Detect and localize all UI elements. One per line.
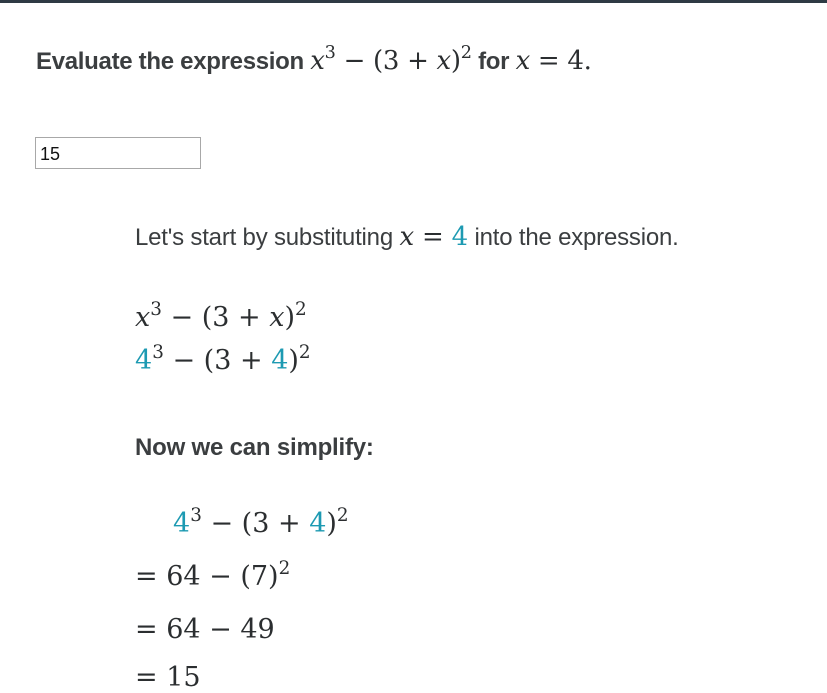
top-bar	[0, 0, 827, 3]
simplify-step-1: $4^3 - (3 + 4)^2$	[173, 504, 349, 539]
simplify-step-2: = $64 - (7)^2$	[135, 557, 291, 592]
question-for: for	[478, 48, 510, 75]
expression-line-substituted: $4^3 - (3 + 4)^2$	[135, 341, 311, 376]
simplify-step-3: = 64 − 49	[135, 614, 275, 645]
question-prefix: Evaluate the expression	[36, 48, 304, 75]
question-expression: $x^3 - (3 + x)^2$	[310, 43, 472, 76]
answer-input[interactable]	[35, 137, 201, 169]
substitution-text: Let's start by substituting x = 4 into the expression.	[135, 222, 679, 252]
question-condition: x = 4.	[515, 46, 592, 76]
question-prompt	[36, 43, 592, 76]
simplify-step-4: = 15	[135, 662, 201, 693]
expression-line-variable: $x^3 - (3 + x)^2$	[135, 298, 307, 333]
simplify-label: Now we can simplify:	[135, 434, 374, 461]
